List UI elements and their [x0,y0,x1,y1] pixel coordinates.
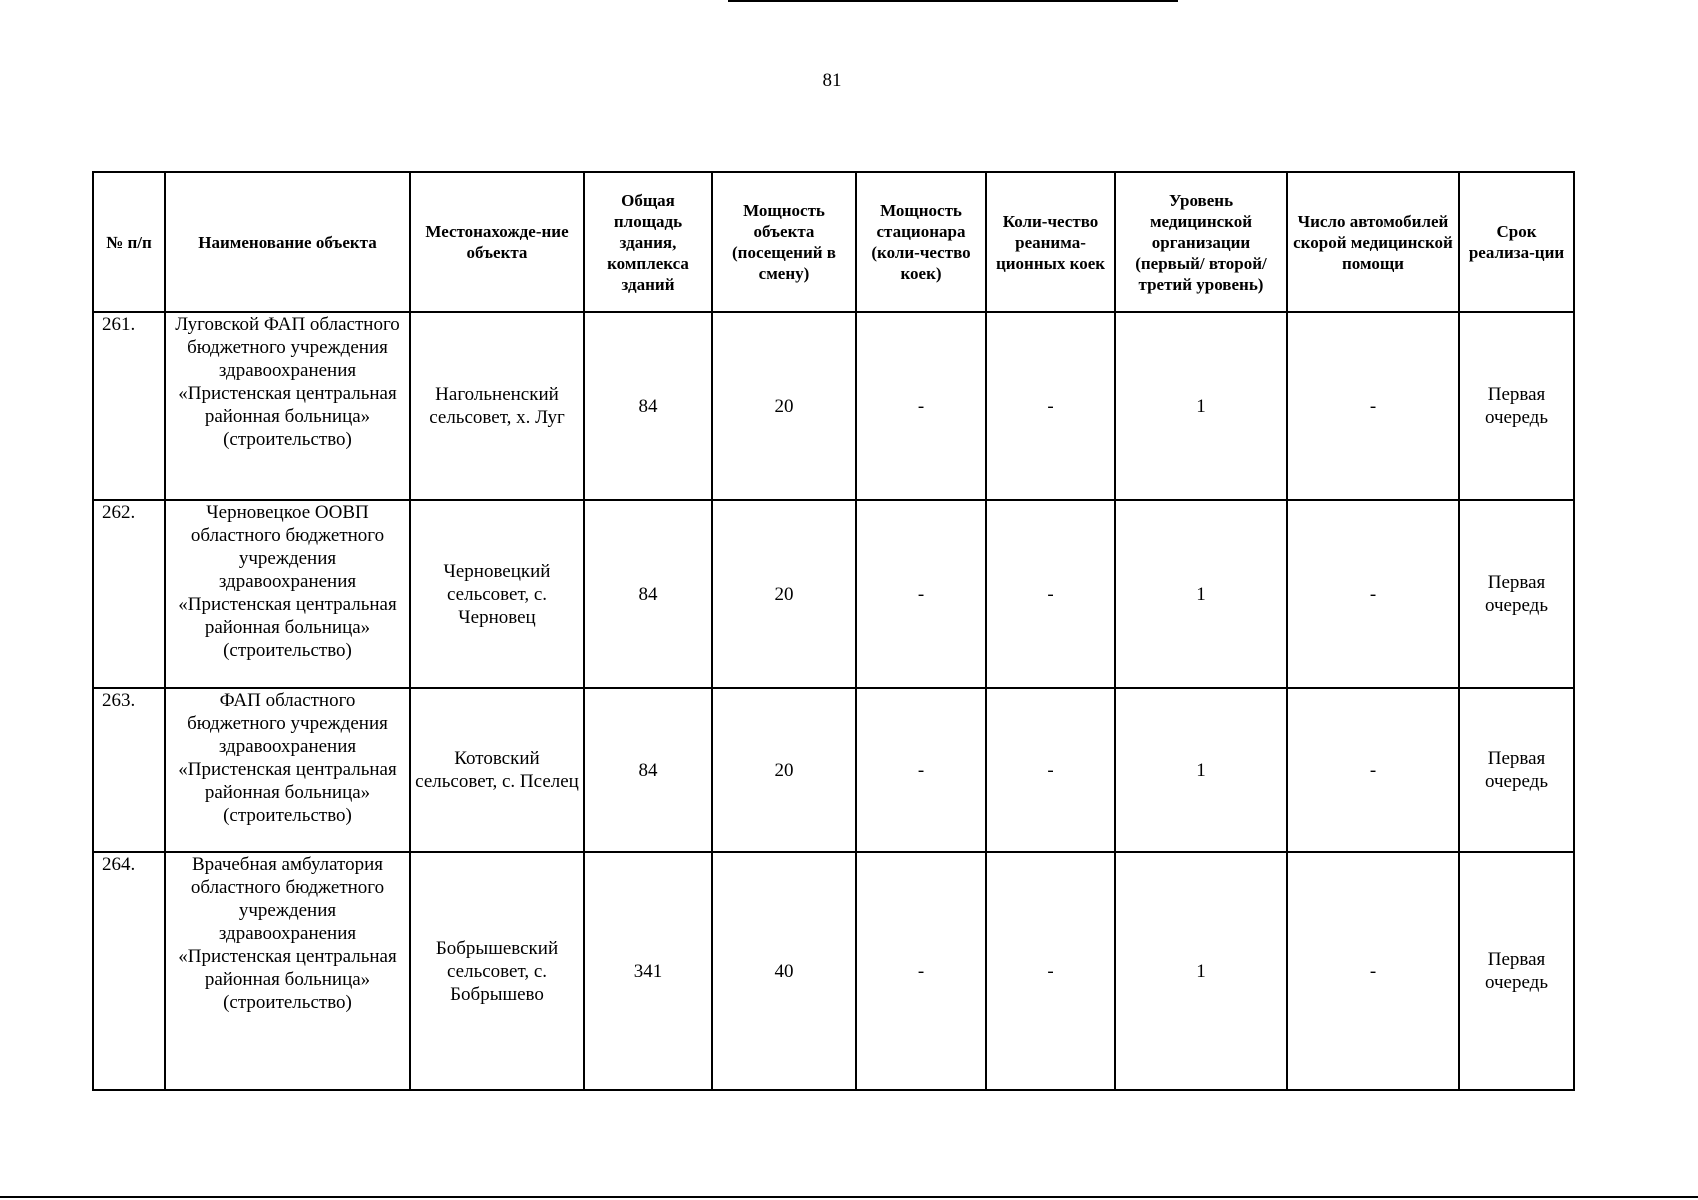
cell-capacity: 20 [712,688,856,852]
cell-term: Первая очередь [1459,500,1574,688]
cell-inpatient: - [856,688,986,852]
page-number: 81 [822,70,842,91]
cell-num: 264. [93,852,165,1090]
cell-area: 84 [584,312,712,500]
cell-ambulances: - [1287,852,1459,1090]
cell-icu: - [986,312,1115,500]
header-inpatient: Мощность стационара (коли-чество коек) [856,172,986,312]
cell-level: 1 [1115,312,1287,500]
header-name: Наименование объекта [165,172,410,312]
table-row [93,500,1574,688]
cell-capacity: 20 [712,500,856,688]
cell-icu: - [986,688,1115,852]
cell-name: Врачебная амбулатория областного бюджетного учреждения здравоохранения «Пристенская центральная районная больница» (строительство) [165,852,410,1090]
cell-ambulances: - [1287,688,1459,852]
cell-ambulances: - [1287,500,1459,688]
cell-level: 1 [1115,852,1287,1090]
table-row [93,852,1574,1090]
table-row [93,312,1574,500]
cell-icu: - [986,500,1115,688]
header-term: Срок реализа-ции [1459,172,1574,312]
cell-capacity: 20 [712,312,856,500]
cell-area: 84 [584,500,712,688]
cell-level: 1 [1115,500,1287,688]
header-level: Уровень медицинской организации (первый/ второй/ третий уровень) [1115,172,1287,312]
cell-num: 262. [93,500,165,688]
cell-area: 84 [584,688,712,852]
cell-level: 1 [1115,688,1287,852]
cell-term: Первая очередь [1459,852,1574,1090]
cell-num: 261. [93,312,165,500]
cell-inpatient: - [856,312,986,500]
cell-inpatient: - [856,500,986,688]
cell-icu: - [986,852,1115,1090]
cell-ambulances: - [1287,312,1459,500]
header-location: Местонахожде-ние объекта [410,172,584,312]
cell-name: Черновецкое ООВП областного бюджетного учреждения здравоохранения «Пристенская центральная районная больница» (строительство) [165,500,410,688]
cell-inpatient: - [856,852,986,1090]
cell-name: ФАП областного бюджетного учреждения здравоохранения «Пристенская центральная районная больница» (строительство) [165,688,410,852]
header-ambulances: Число автомобилей скорой медицинской помощи [1287,172,1459,312]
header-num: № п/п [93,172,165,312]
facilities-table [92,171,1575,1091]
cell-area: 341 [584,852,712,1090]
cell-location: Бобрышевский сельсовет, с. Бобрышево [410,852,584,1090]
cell-capacity: 40 [712,852,856,1090]
header-icu: Коли-чество реанима-ционных коек [986,172,1115,312]
cell-location: Котовский сельсовет, с. Пселец [410,688,584,852]
scan-edge-top [728,0,1178,2]
table-row [93,688,1574,852]
cell-name: Луговской ФАП областного бюджетного учреждения здравоохранения «Пристенская центральная районная больница» (строительство) [165,312,410,500]
header-capacity: Мощность объекта (посещений в смену) [712,172,856,312]
cell-location: Нагольненский сельсовет, х. Луг [410,312,584,500]
cell-location: Черновецкий сельсовет, с. Черновец [410,500,584,688]
scan-edge-bottom [0,1196,1698,1198]
cell-term: Первая очередь [1459,312,1574,500]
cell-term: Первая очередь [1459,688,1574,852]
cell-num: 263. [93,688,165,852]
header-area: Общая площадь здания, комплекса зданий [584,172,712,312]
table-header-row [93,172,1574,312]
